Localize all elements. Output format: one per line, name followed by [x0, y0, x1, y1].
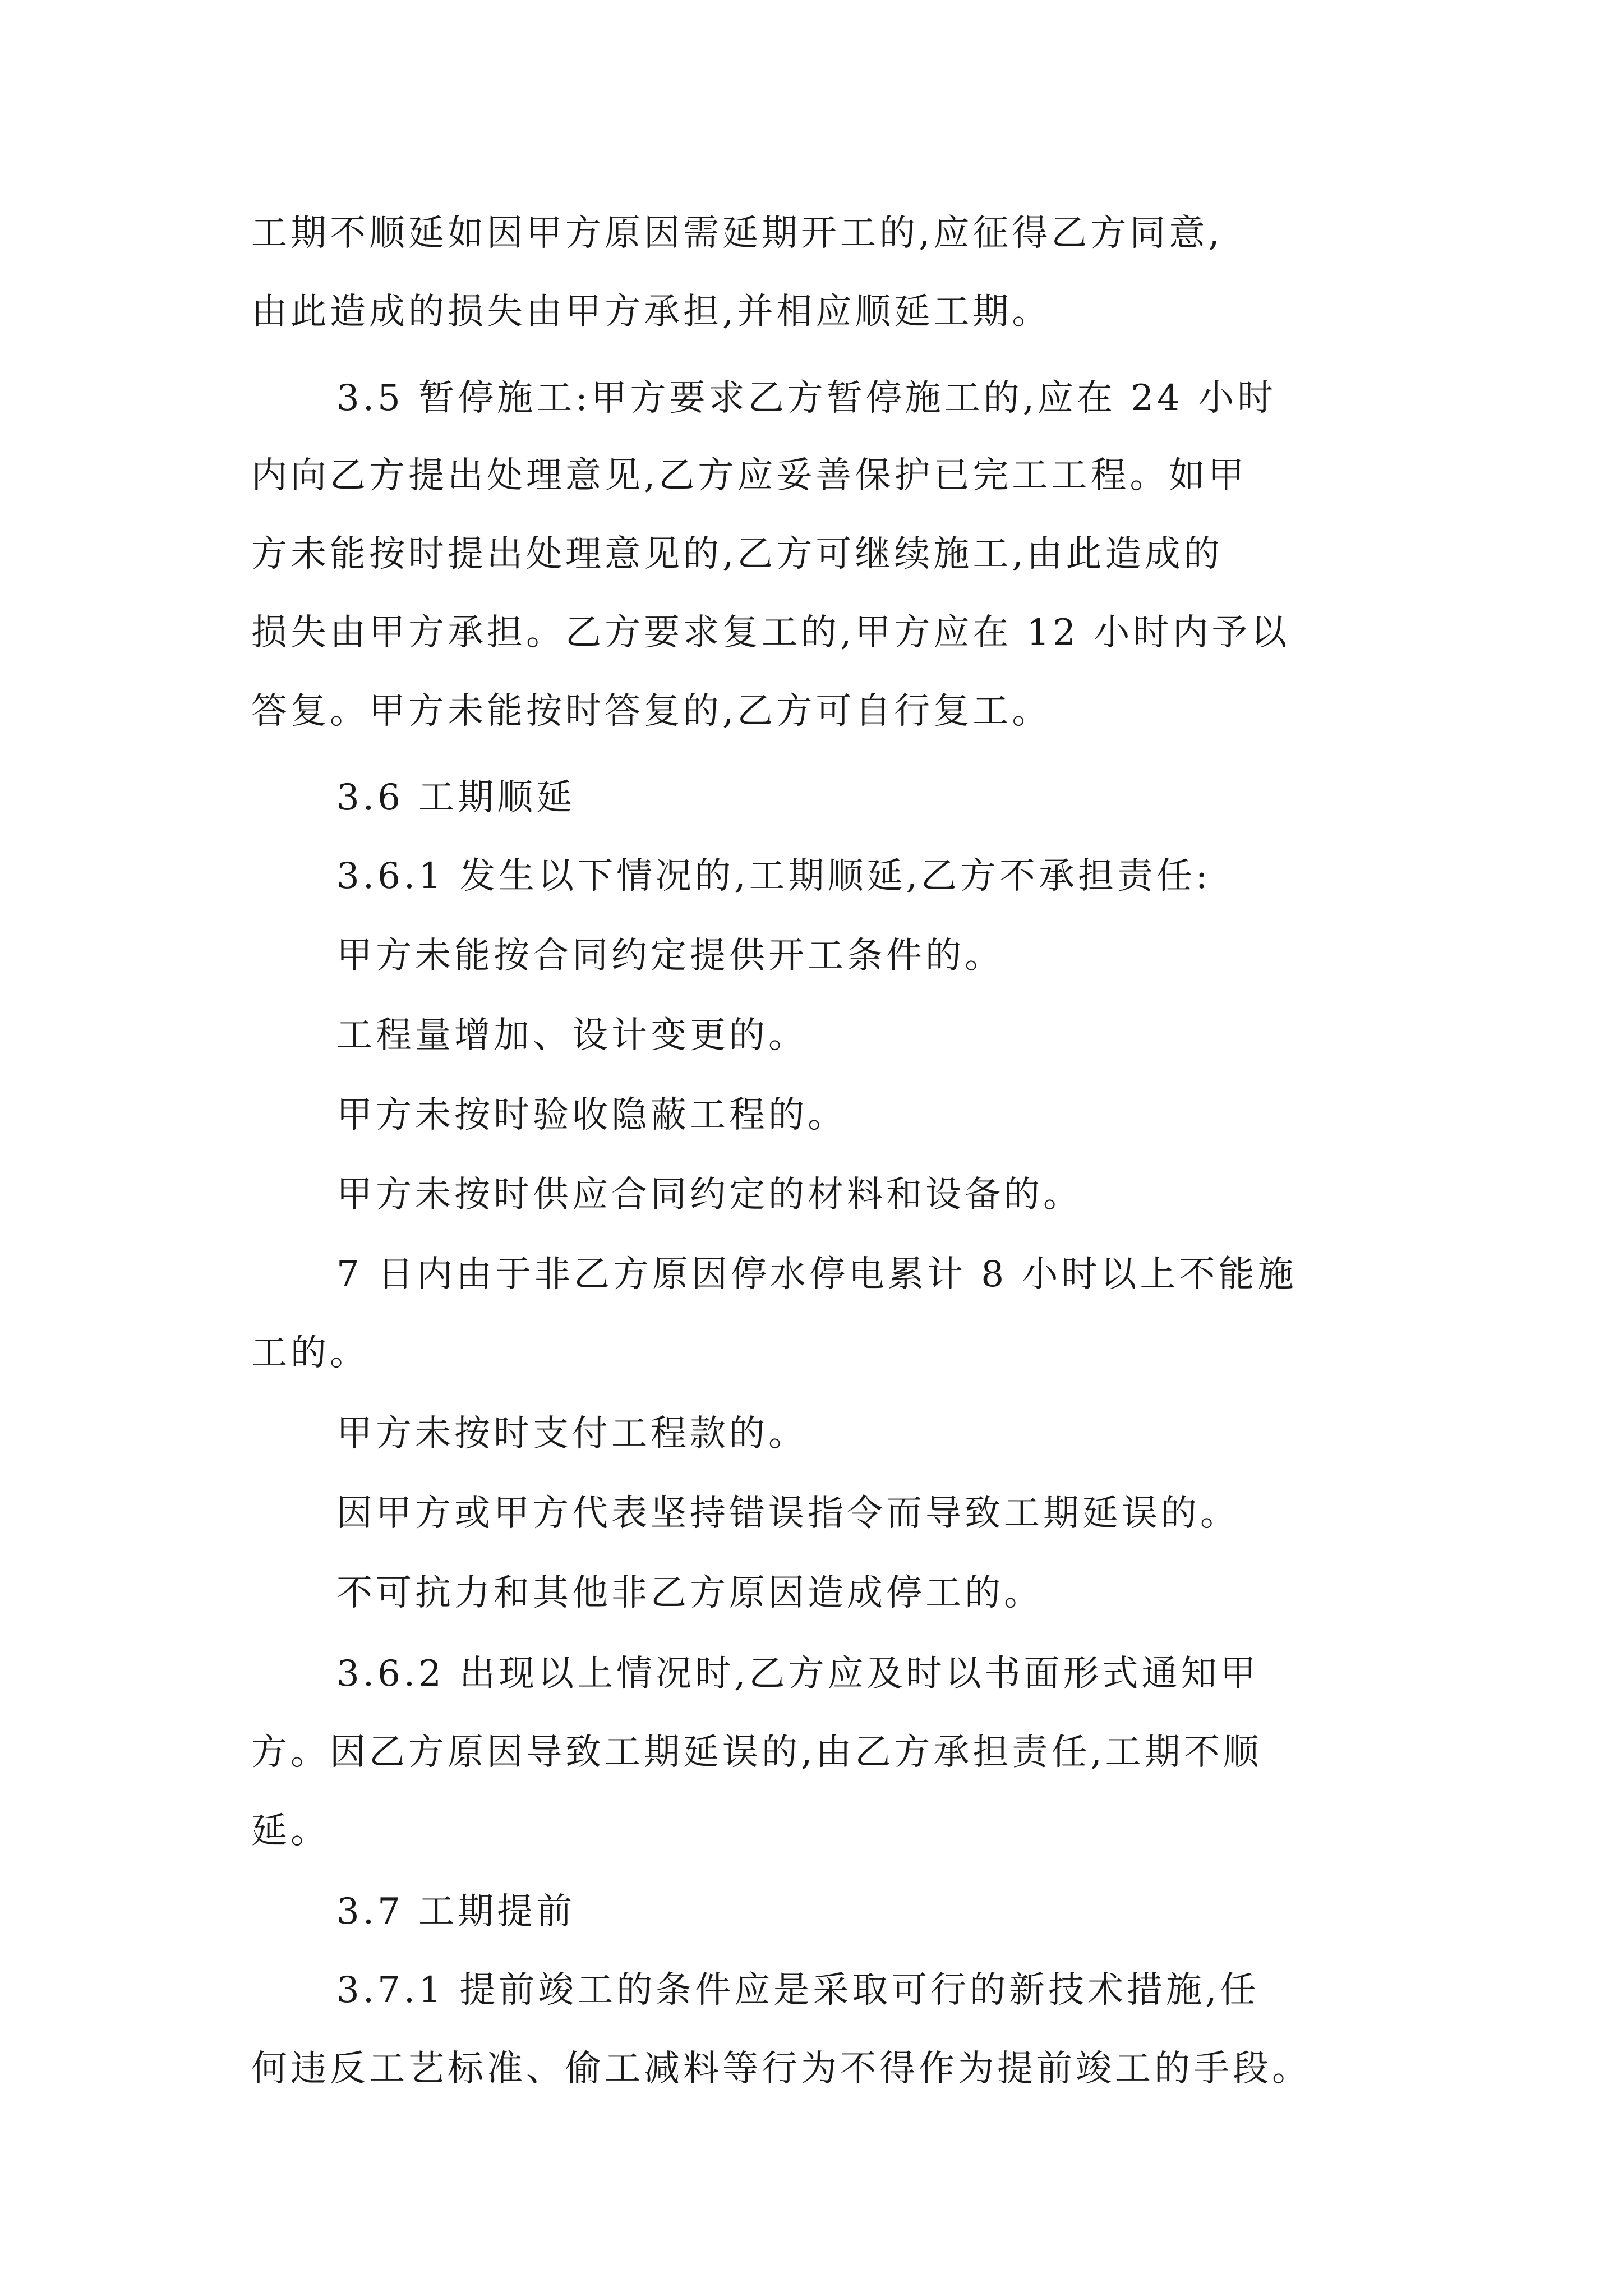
- text-line: 甲方未按时供应合同约定的材料和设备的。: [336, 1174, 1082, 1216]
- text-line: 延。: [251, 1810, 330, 1852]
- text-line: 工的。: [251, 1332, 369, 1374]
- text-line: 不可抗力和其他非乙方原因造成停工的。: [336, 1572, 1043, 1614]
- text-line: 3.6.2 出现以上情况时,乙方应及时以书面形式通知甲: [336, 1653, 1260, 1695]
- text-line: 7 日内由于非乙方原因停水停电累计 8 小时以上不能施: [336, 1254, 1297, 1295]
- text-line: 3.5 暂停施工:甲方要求乙方暂停施工的,应在 24 小时: [336, 378, 1277, 419]
- text-line: 3.7.1 提前竣工的条件应是采取可行的新技术措施,任: [336, 1970, 1260, 2011]
- text-line: 工程量增加、设计变更的。: [336, 1015, 808, 1056]
- text-line: 内向乙方提出处理意见,乙方应妥善保护已完工工程。如甲: [251, 455, 1248, 496]
- text-line: 甲方未按时支付工程款的。: [336, 1413, 808, 1455]
- text-line: 工期不顺延如因甲方原因需延期开工的,应征得乙方同意,: [251, 213, 1223, 254]
- text-line: 何违反工艺标准、偷工减料等行为不得作为提前竣工的手段。: [251, 2048, 1311, 2090]
- text-line: 3.6 工期顺延: [336, 777, 576, 818]
- text-line: 由此造成的损失由甲方承担,并相应顺延工期。: [251, 291, 1052, 333]
- text-line: 因甲方或甲方代表坚持错误指令而导致工期延误的。: [336, 1493, 1239, 1534]
- text-line: 3.6.1 发生以下情况的,工期顺延,乙方不承担责任:: [336, 855, 1211, 897]
- text-line: 方。因乙方原因导致工期延误的,由乙方承担责任,工期不顺: [251, 1732, 1262, 1773]
- text-line: 损失由甲方承担。乙方要求复工的,甲方应在 12 小时内予以: [251, 612, 1290, 654]
- text-line: 方未能按时提出处理意见的,乙方可继续施工,由此造成的: [251, 533, 1223, 575]
- text-line: 答复。甲方未能按时答复的,乙方可自行复工。: [251, 691, 1052, 732]
- text-line: 甲方未按时验收隐蔽工程的。: [336, 1094, 847, 1136]
- text-line: 3.7 工期提前: [336, 1891, 576, 1932]
- text-line: 甲方未能按合同约定提供开工条件的。: [336, 935, 1004, 977]
